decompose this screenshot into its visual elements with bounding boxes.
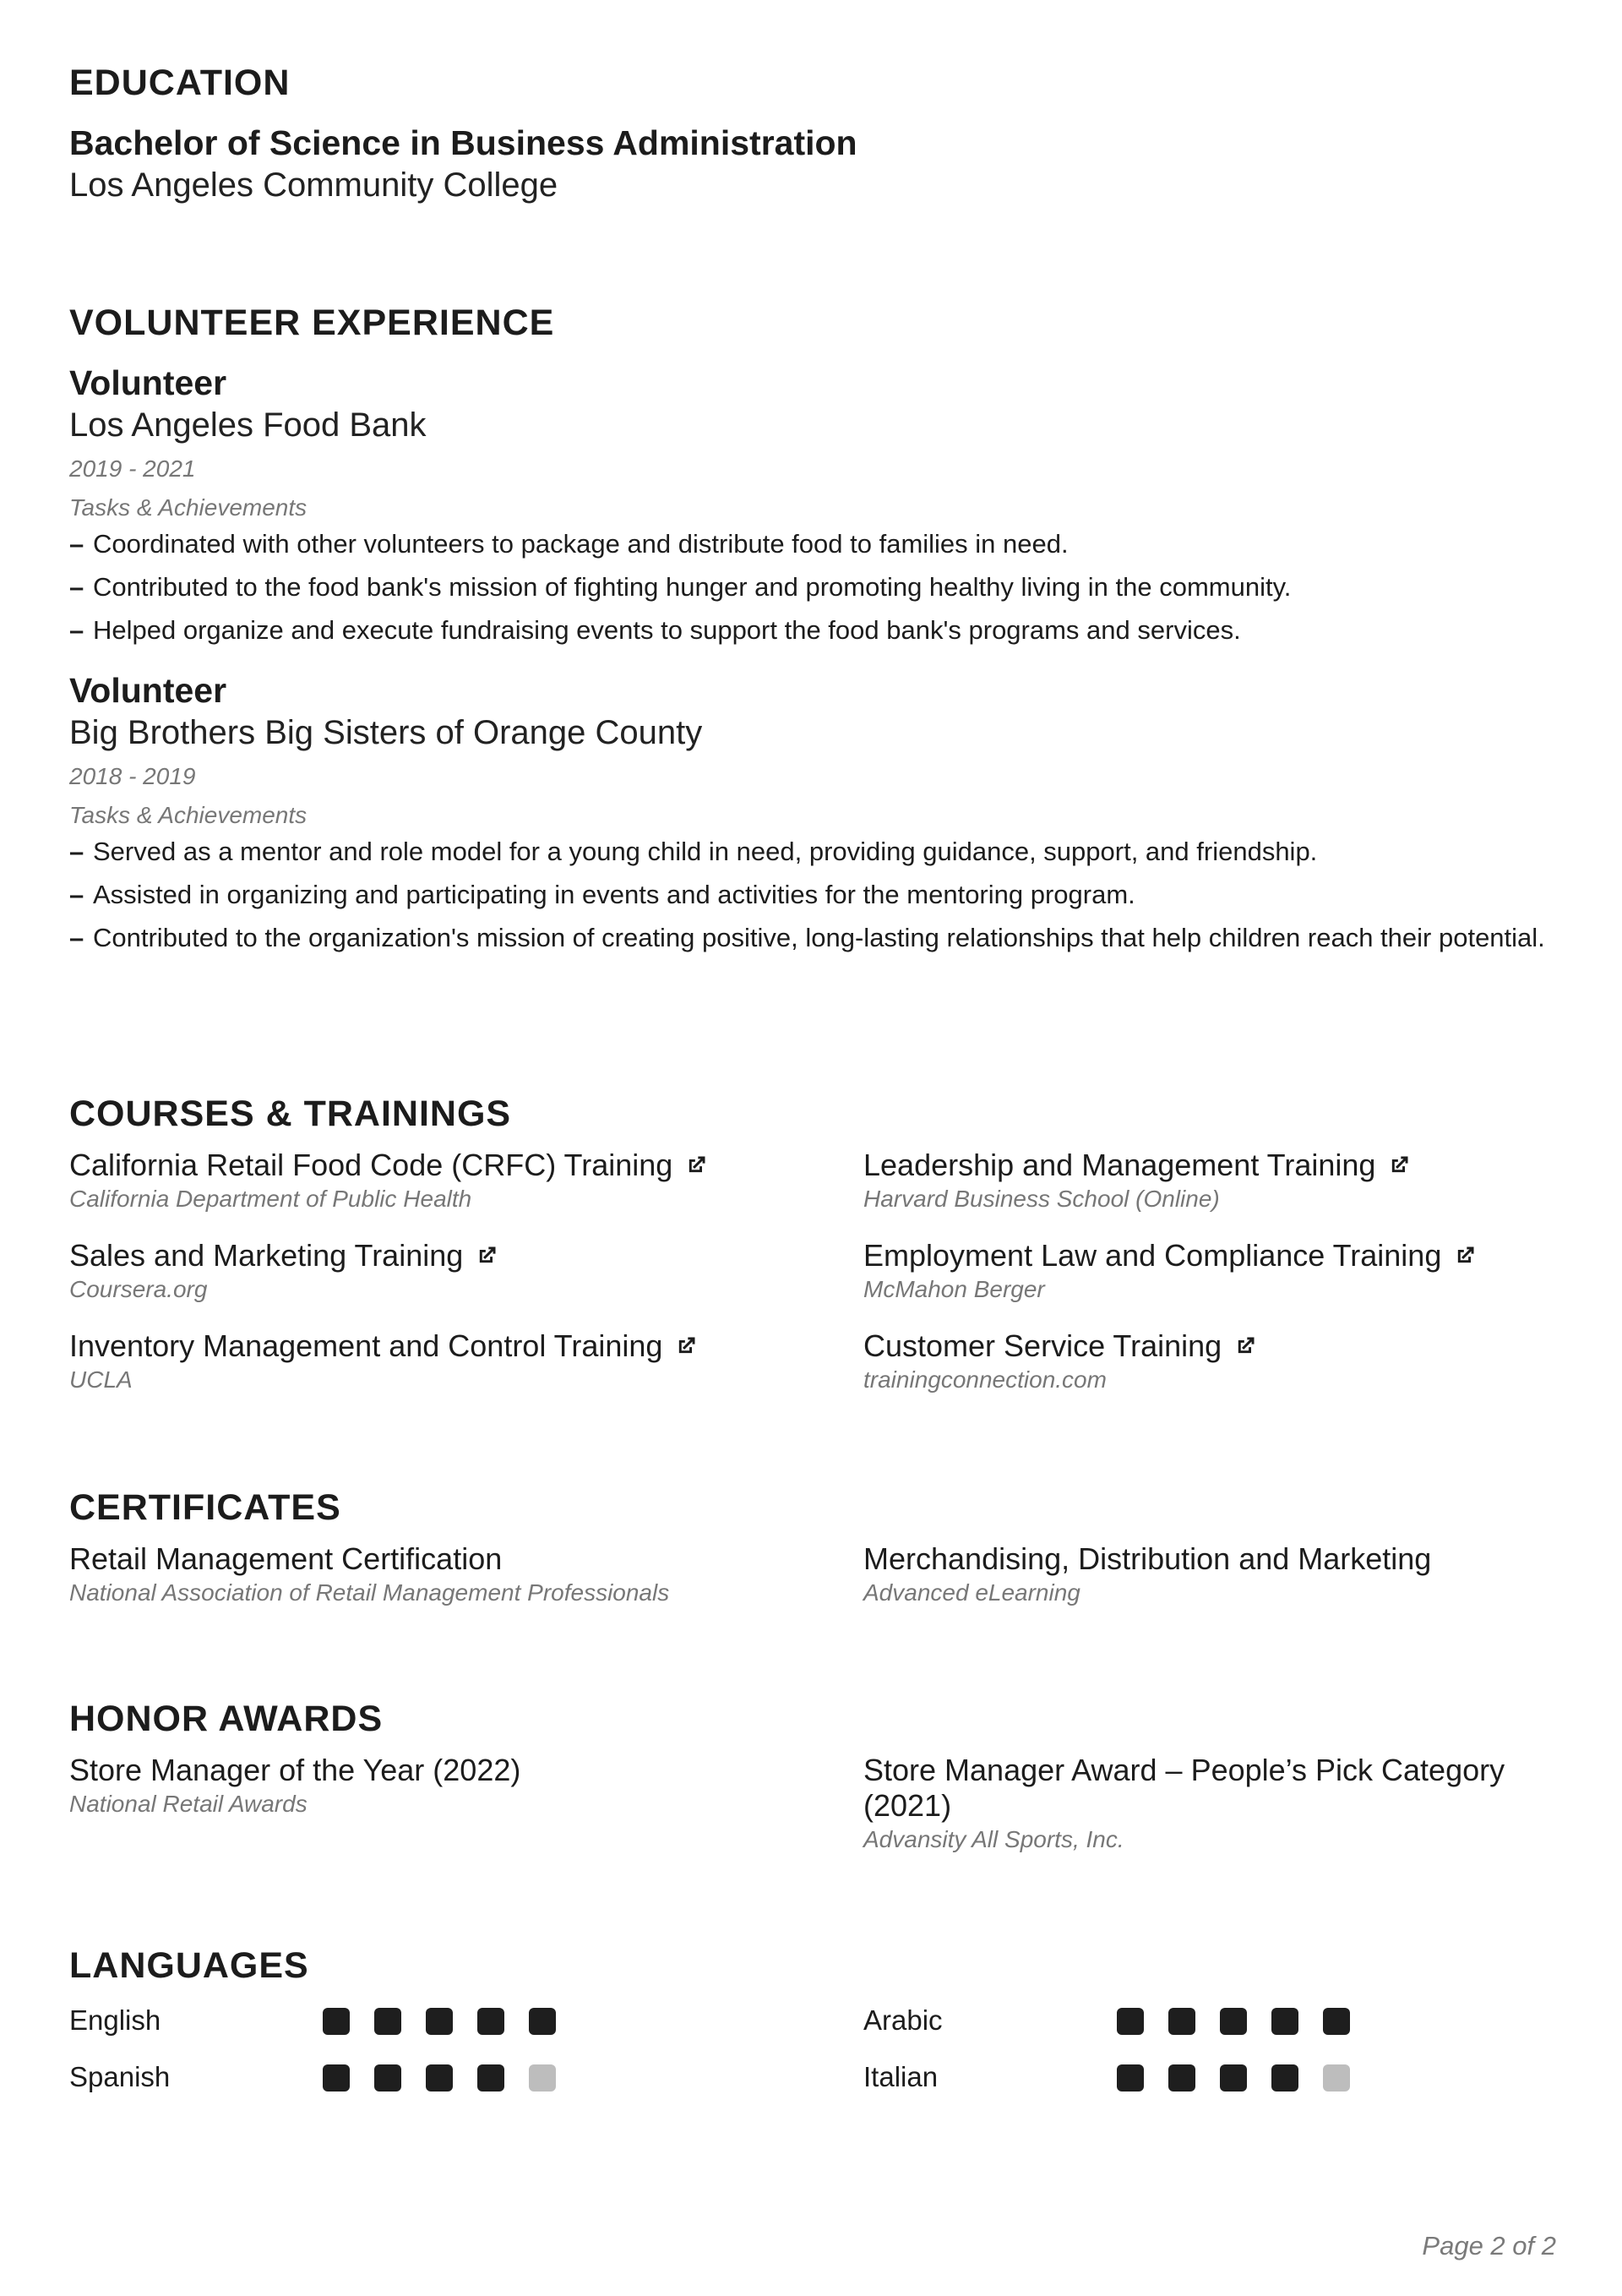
award-item (863, 1753, 1539, 1856)
page-number: Page 2 of 2 (1422, 2231, 1556, 2261)
task-item: – Contributed to the organization's mission of creating positive, long-lasting relationships that help children reach their potential. (69, 921, 1556, 955)
certificate-item (863, 1541, 1556, 1609)
level-dot-filled (374, 2064, 401, 2091)
language-item (69, 2056, 762, 2098)
course-item[interactable] (863, 1148, 1556, 1215)
level-dot-filled (1117, 2064, 1144, 2091)
external-link-icon[interactable] (475, 1244, 498, 1268)
language-item (69, 1999, 762, 2042)
course-provider: Harvard Business School (Online) (863, 1186, 1220, 1212)
external-link-icon[interactable] (1453, 1244, 1477, 1268)
award-name: Store Manager Award – People’s Pick Category (2021) (863, 1753, 1505, 1823)
certificate-issuer: Advanced eLearning (863, 1579, 1080, 1606)
course-item[interactable] (69, 1238, 762, 1306)
volunteer-org: Big Brothers Big Sisters of Orange County (69, 714, 703, 751)
tasks-label: Tasks & Achievements (69, 494, 308, 521)
dash-icon: – (69, 572, 84, 602)
level-dot-filled (426, 2008, 453, 2035)
external-link-icon[interactable] (1233, 1334, 1257, 1358)
task-item: – Assisted in organizing and participating in events and activities for the mentoring program. (69, 878, 1556, 912)
certificate-issuer: National Association of Retail Management Professionals (69, 1579, 670, 1606)
language-item (863, 2056, 1556, 2098)
certificate-name: Merchandising, Distribution and Marketing (863, 1541, 1432, 1576)
languages-grid (69, 1999, 1556, 2118)
volunteer-entry (69, 669, 1556, 955)
level-dot-filled (323, 2008, 350, 2035)
task-item: – Coordinated with other volunteers to package and distribute food to families in need. (69, 527, 1556, 561)
level-dot-filled (477, 2008, 504, 2035)
course-provider: UCLA (69, 1366, 133, 1393)
language-name: Arabic (863, 2004, 943, 2036)
level-dot-filled (1168, 2064, 1195, 2091)
course-name[interactable]: Leadership and Management Training (863, 1148, 1376, 1182)
level-dot-filled (323, 2064, 350, 2091)
volunteer-role: Volunteer (69, 671, 227, 710)
dash-icon: – (69, 923, 84, 952)
dash-icon: – (69, 880, 84, 909)
education-section (69, 61, 1556, 206)
task-item: – Served as a mentor and role model for a young child in need, providing guidance, support, and friendship. (69, 835, 1556, 869)
award-name: Store Manager of the Year (2022) (69, 1753, 521, 1787)
course-name[interactable]: California Retail Food Code (CRFC) Training (69, 1148, 673, 1182)
course-item[interactable] (69, 1328, 762, 1396)
course-provider: trainingconnection.com (863, 1366, 1107, 1393)
section-title-courses: COURSES & TRAININGS (69, 1093, 512, 1134)
level-dot-filled (1220, 2064, 1247, 2091)
section-title-volunteer: VOLUNTEER EXPERIENCE (69, 303, 555, 343)
volunteer-org: Los Angeles Food Bank (69, 406, 427, 444)
task-list (69, 527, 1556, 647)
courses-section (69, 1092, 1556, 1401)
language-name: Spanish (69, 2061, 171, 2092)
awards-grid (69, 1753, 1556, 1862)
external-link-icon[interactable] (674, 1334, 698, 1358)
volunteer-section (69, 301, 1556, 964)
certificate-name: Retail Management Certification (69, 1541, 503, 1576)
volunteer-entry (69, 362, 1556, 647)
course-name[interactable]: Inventory Management and Control Training (69, 1328, 663, 1363)
languages-section (69, 1944, 1556, 2118)
section-title-certificates: CERTIFICATES (69, 1487, 341, 1528)
section-title-awards: HONOR AWARDS (69, 1699, 384, 1739)
award-item (69, 1753, 762, 1820)
level-dot-filled (1117, 2008, 1144, 2035)
level-dot-filled (1323, 2008, 1350, 2035)
course-item[interactable] (69, 1148, 762, 1215)
level-dot-filled (529, 2008, 556, 2035)
education-school: Los Angeles Community College (69, 166, 558, 204)
language-item (863, 1999, 1556, 2042)
course-name[interactable]: Customer Service Training (863, 1328, 1222, 1363)
external-link-icon[interactable] (1387, 1153, 1411, 1177)
course-provider: Coursera.org (69, 1276, 208, 1302)
volunteer-dates: 2018 - 2019 (69, 763, 196, 789)
course-provider: McMahon Berger (863, 1276, 1045, 1302)
award-issuer: National Retail Awards (69, 1791, 308, 1817)
volunteer-role: Volunteer (69, 363, 227, 402)
course-name[interactable]: Employment Law and Compliance Training (863, 1238, 1442, 1273)
volunteer-dates: 2019 - 2021 (69, 455, 196, 482)
task-item: – Helped organize and execute fundraising events to support the food bank's programs and services. (69, 614, 1556, 647)
awards-section (69, 1697, 1556, 1862)
level-dot-filled (426, 2064, 453, 2091)
external-link-icon[interactable] (684, 1153, 708, 1177)
task-item: – Contributed to the food bank's mission of fighting hunger and promoting healthy living in the community. (69, 570, 1556, 604)
dash-icon: – (69, 837, 84, 866)
award-issuer: Advansity All Sports, Inc. (863, 1826, 1124, 1852)
course-item[interactable] (863, 1238, 1556, 1306)
level-dot-empty (1323, 2064, 1350, 2091)
level-dot-filled (1168, 2008, 1195, 2035)
course-item[interactable] (863, 1328, 1556, 1396)
section-title-languages: LANGUAGES (69, 1945, 309, 1986)
course-provider: California Department of Public Health (69, 1186, 472, 1212)
courses-grid (69, 1148, 1556, 1401)
dash-icon: – (69, 529, 84, 559)
language-name: Italian (863, 2061, 939, 2092)
education-degree: Bachelor of Science in Business Administration (69, 123, 857, 162)
level-dot-filled (374, 2008, 401, 2035)
tasks-label: Tasks & Achievements (69, 802, 308, 828)
course-name[interactable]: Sales and Marketing Training (69, 1238, 464, 1273)
task-list (69, 835, 1556, 955)
section-title-education: EDUCATION (69, 63, 291, 103)
certificate-item (69, 1541, 762, 1609)
dash-icon: – (69, 615, 84, 645)
level-dot-filled (477, 2064, 504, 2091)
level-dot-filled (1271, 2064, 1298, 2091)
certificates-section (69, 1486, 1556, 1617)
language-name: English (69, 2004, 161, 2036)
certificates-grid (69, 1541, 1556, 1617)
level-dot-filled (1220, 2008, 1247, 2035)
level-dot-filled (1271, 2008, 1298, 2035)
level-dot-empty (529, 2064, 556, 2091)
